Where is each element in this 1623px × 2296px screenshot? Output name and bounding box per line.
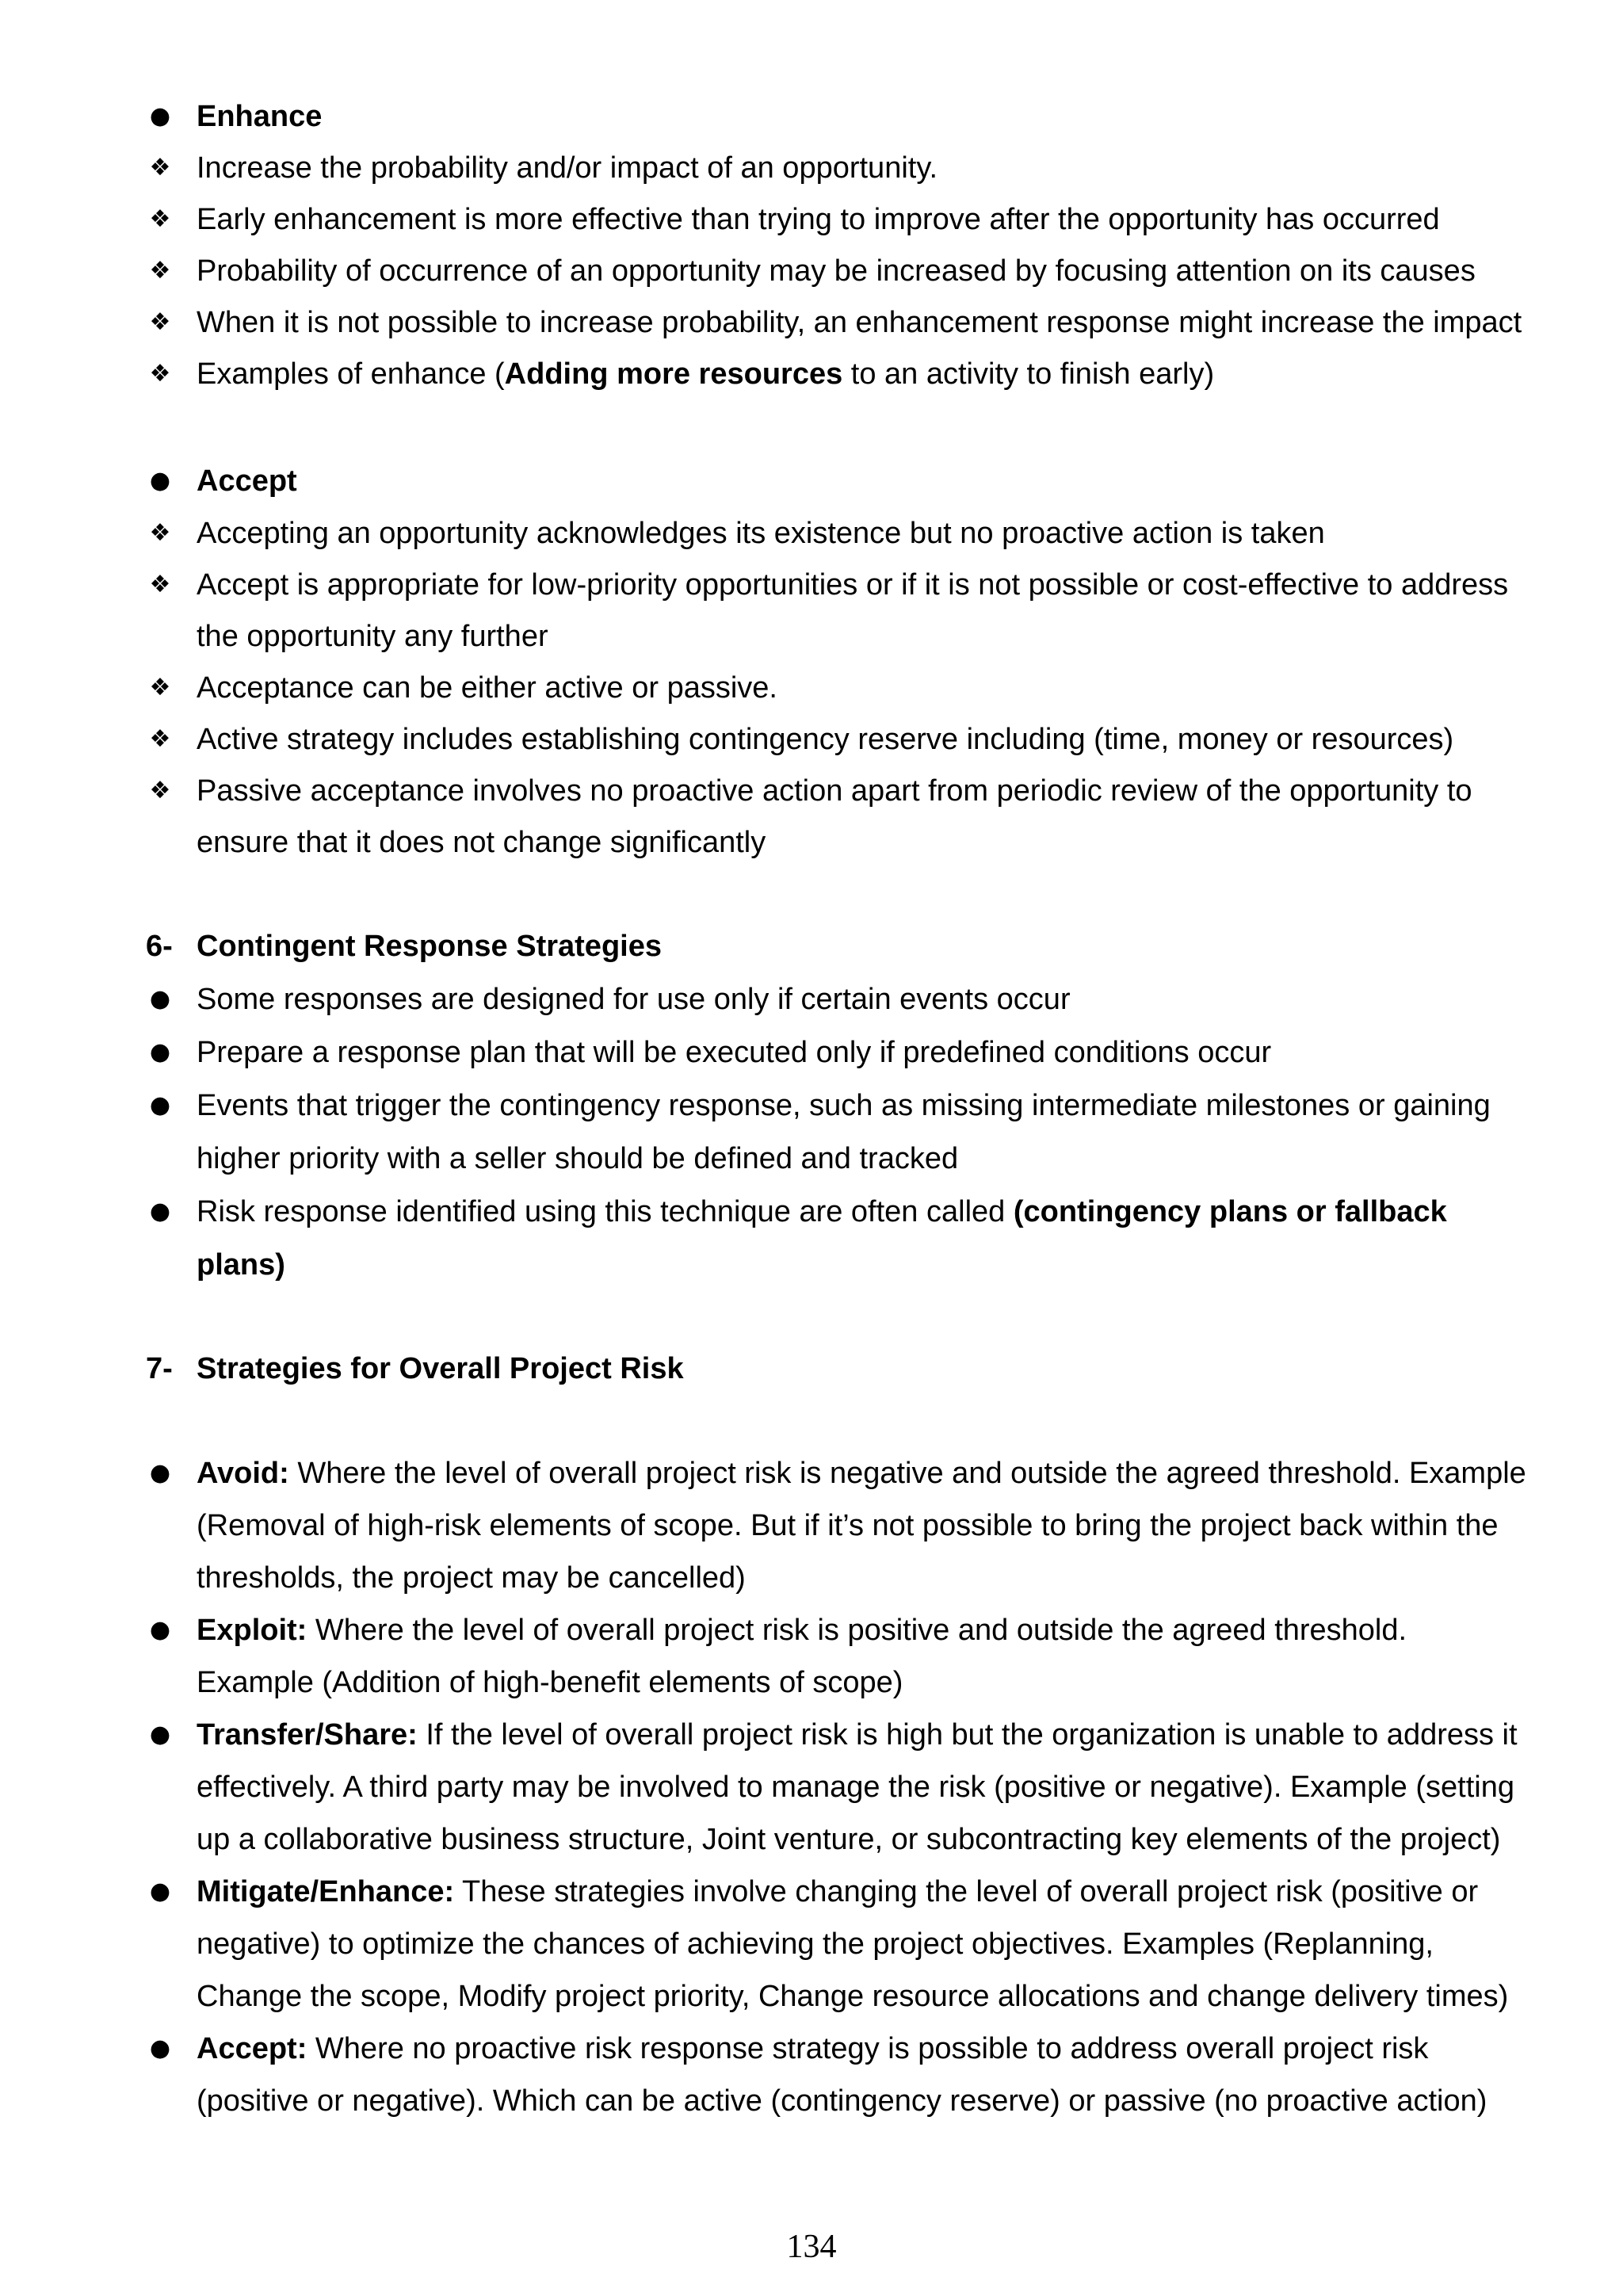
list-item-avoid: ● Avoid: Where the level of overall project risk is negative and outside the agreed threshold. Example	[197, 1455, 1544, 1492]
list-item-continuation: negative) to optimize the chances of achieving the project objectives. Examples (Replanning,	[197, 1927, 1434, 1961]
bullet-dot: ●	[149, 1616, 171, 1644]
bullet-dot: ●	[149, 1038, 171, 1066]
diamond-bullet-icon: ❖	[149, 154, 171, 181]
bullet-dot: ●	[149, 102, 171, 130]
list-item-continuation: plans)	[197, 1248, 285, 1282]
list-item: ❖ Increase the probability and/or impact of an opportunity.	[197, 150, 1544, 186]
bullet-dot: ●	[149, 1091, 171, 1119]
bullet-dot: ●	[149, 467, 171, 495]
diamond-bullet-icon: ❖	[149, 777, 171, 804]
list-item: ● Risk response identified using this technique are often called (contingency plans or fallback	[197, 1194, 1544, 1230]
list-item-continuation: the opportunity any further	[197, 620, 548, 653]
bullet-dot: ●	[149, 985, 171, 1013]
diamond-bullet-icon: ❖	[149, 308, 171, 336]
list-item: ❖ Accepting an opportunity acknowledges its existence but no proactive action is taken	[197, 515, 1544, 552]
diamond-bullet-icon: ❖	[149, 674, 171, 701]
section-number: 7-	[146, 1352, 173, 1385]
list-item: ❖ Active strategy includes establishing contingency reserve including (time, money or resources)	[197, 721, 1544, 758]
section-heading-overall: 7- Strategies for Overall Project Risk	[146, 1352, 684, 1385]
list-item-continuation: thresholds, the project may be cancelled)	[197, 1561, 746, 1595]
list-item: ❖ Examples of enhance (Adding more resources to an activity to finish early)	[197, 356, 1544, 392]
diamond-bullet-icon: ❖	[149, 519, 171, 547]
list-item: ● Prepare a response plan that will be executed only if predefined conditions occur	[197, 1034, 1544, 1071]
list-item-continuation: higher priority with a seller should be defined and tracked	[197, 1142, 959, 1175]
bullet-dot: ●	[149, 1459, 171, 1487]
list-item: ❖ Accept is appropriate for low-priority opportunities or if it is not possible or cost-effective to address	[197, 567, 1544, 603]
list-item-continuation: ensure that it does not change significantly	[197, 826, 766, 859]
list-item-continuation: (Removal of high-risk elements of scope. But if it’s not possible to bring the project back within the	[197, 1509, 1499, 1542]
enhance-heading: ● Enhance	[197, 98, 1544, 135]
accept-heading: ● Accept	[197, 463, 1544, 499]
list-item: ● Events that trigger the contingency response, such as missing intermediate milestones or gaining	[197, 1087, 1544, 1124]
list-item: ❖ Passive acceptance involves no proactive action apart from periodic review of the opportunity to	[197, 773, 1544, 809]
bullet-dot: ●	[149, 1878, 171, 1905]
diamond-bullet-icon: ❖	[149, 571, 171, 598]
list-item: ❖ Probability of occurrence of an opportunity may be increased by focusing attention on its causes	[197, 253, 1544, 289]
list-item-continuation: effectively. A third party may be involved to manage the risk (positive or negative). Example (setting	[197, 1771, 1514, 1804]
section-heading-contingent: 6- Contingent Response Strategies	[146, 930, 662, 963]
list-item-continuation: Change the scope, Modify project priority, Change resource allocations and change delivery times)	[197, 1980, 1509, 2013]
list-item-mitigate: ● Mitigate/Enhance: These strategies involve changing the level of overall project risk (positive or	[197, 1874, 1544, 1910]
diamond-bullet-icon: ❖	[149, 725, 171, 753]
list-item: ❖ Early enhancement is more effective than trying to improve after the opportunity has occurred	[197, 201, 1544, 238]
list-item-accept: ● Accept: Where no proactive risk response strategy is possible to address overall project risk	[197, 2030, 1544, 2067]
section-number: 6-	[146, 930, 173, 963]
bullet-dot: ●	[149, 1198, 171, 1225]
list-item: ● Some responses are designed for use only if certain events occur	[197, 981, 1544, 1018]
list-item-transfer: ● Transfer/Share: If the level of overall project risk is high but the organization is unable to address it	[197, 1717, 1544, 1753]
page-number: 134	[786, 2229, 837, 2265]
diamond-bullet-icon: ❖	[149, 257, 171, 285]
bullet-dot: ●	[149, 2034, 171, 2062]
list-item-continuation: (positive or negative). Which can be active (contingency reserve) or passive (no proactive action)	[197, 2084, 1487, 2118]
list-item-exploit: ● Exploit: Where the level of overall project risk is positive and outside the agreed threshold.	[197, 1612, 1544, 1648]
list-item-continuation: up a collaborative business structure, Joint venture, or subcontracting key elements of the project)	[197, 1823, 1501, 1856]
diamond-bullet-icon: ❖	[149, 205, 171, 233]
list-item: ❖ When it is not possible to increase probability, an enhancement response might increase the impact	[197, 304, 1544, 341]
diamond-bullet-icon: ❖	[149, 360, 171, 388]
list-item-continuation: Example (Addition of high-benefit elements of scope)	[197, 1666, 903, 1699]
list-item: ❖ Acceptance can be either active or passive.	[197, 670, 1544, 706]
bullet-dot: ●	[149, 1721, 171, 1748]
